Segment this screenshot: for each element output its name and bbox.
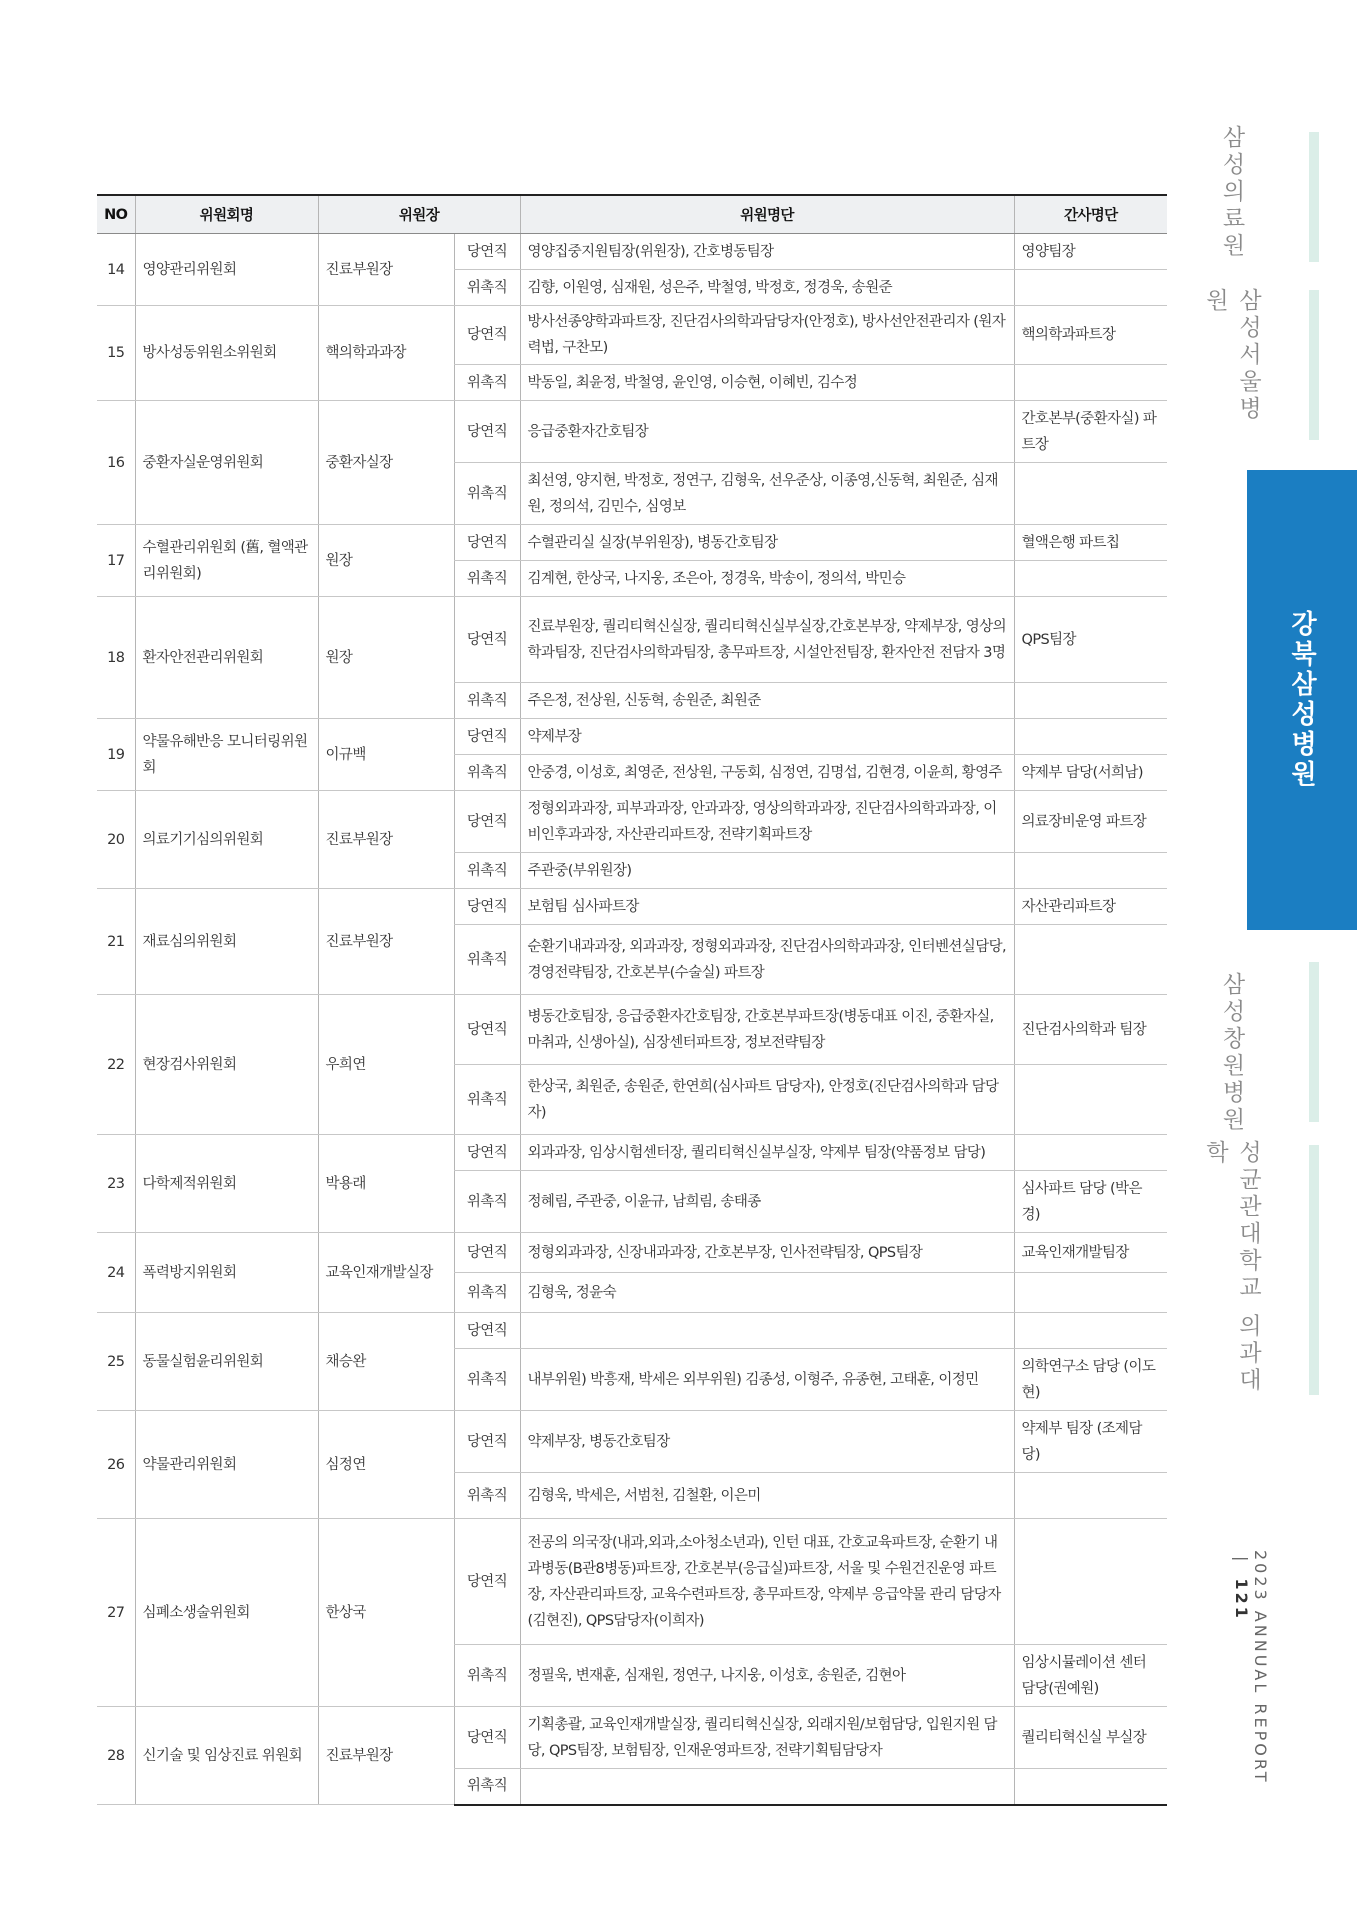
committee-name-cell: 동물실험윤리위원회 xyxy=(135,1313,318,1411)
member-type-cell: 당연직 xyxy=(454,597,520,683)
secretary-cell xyxy=(1014,1473,1167,1519)
member-type-cell: 당연직 xyxy=(454,791,520,853)
committee-name-cell: 다학제적위원회 xyxy=(135,1135,318,1233)
members-cell: 정형외과과장, 피부과과장, 안과과장, 영상의학과과장, 진단검사의학과과장, 이비인후과과장, 자산관리파트장, 전략기획파트장 xyxy=(520,791,1014,853)
secretary-cell: 핵의학과파트장 xyxy=(1014,306,1167,365)
secretary-cell: 자산관리파트장 xyxy=(1014,889,1167,925)
member-type-cell: 당연직 xyxy=(454,306,520,365)
secretary-cell xyxy=(1014,365,1167,401)
committee-name-cell: 약물유해반응 모니터링위원회 xyxy=(135,719,318,791)
member-type-cell: 위촉직 xyxy=(454,925,520,995)
member-type-cell: 위촉직 xyxy=(454,1349,520,1411)
no-cell: 27 xyxy=(97,1519,135,1707)
no-cell: 18 xyxy=(97,597,135,719)
table-row xyxy=(97,401,1167,463)
chair-cell: 진료부원장 xyxy=(318,791,454,889)
table-row xyxy=(97,791,1167,853)
member-type-cell: 위촉직 xyxy=(454,561,520,597)
members-cell: 진료부원장, 퀄리티혁신실장, 퀄리티혁신실부실장,간호본부장, 약제부장, 영상의학과팀장, 진단검사의학과팀장, 총무파트장, 시설안전팀장, 환자안전 전담자 3명 xyxy=(520,597,1014,683)
side-nav-item[interactable] xyxy=(1182,288,1282,443)
members-cell: 최선영, 양지현, 박정호, 정연구, 김형욱, 선우준상, 이종영,신동혁, 최원준, 심재원, 정의석, 김민수, 심영보 xyxy=(520,463,1014,525)
member-type-cell: 위촉직 xyxy=(454,683,520,719)
secretary-cell: 의학연구소 담당 (이도현) xyxy=(1014,1349,1167,1411)
members-cell: 안중경, 이성호, 최영준, 전상원, 구동회, 심정연, 김명섭, 김현경, 이윤희, 황영주 xyxy=(520,755,1014,791)
committee-name-cell: 현장검사위원회 xyxy=(135,995,318,1135)
member-type-cell: 당연직 xyxy=(454,1519,520,1645)
header-chair: 위원장 xyxy=(318,195,520,234)
members-cell xyxy=(520,1313,1014,1349)
secretary-cell xyxy=(1014,1769,1167,1805)
members-cell: 보험팀 심사파트장 xyxy=(520,889,1014,925)
member-type-cell: 위촉직 xyxy=(454,365,520,401)
no-cell: 15 xyxy=(97,306,135,401)
secretary-cell: 심사파트 담당 (박은경) xyxy=(1014,1171,1167,1233)
secretary-cell xyxy=(1014,1135,1167,1171)
chair-cell: 우희연 xyxy=(318,995,454,1135)
table-header-row xyxy=(97,195,1167,234)
table-row xyxy=(97,1313,1167,1349)
header-members: 위원명단 xyxy=(520,195,1014,234)
secretary-cell: 진단검사의학과 팀장 xyxy=(1014,995,1167,1065)
members-cell: 내부위원) 박흥재, 박세은 외부위원) 김종성, 이형주, 유종현, 고태훈, 이정민 xyxy=(520,1349,1014,1411)
no-cell: 22 xyxy=(97,995,135,1135)
annual-report-footer xyxy=(1231,1550,1271,1805)
table-row xyxy=(97,597,1167,683)
secretary-cell xyxy=(1014,683,1167,719)
members-cell: 주은정, 전상원, 신동혁, 송원준, 최원준 xyxy=(520,683,1014,719)
secretary-cell: 영양팀장 xyxy=(1014,234,1167,270)
side-nav-bar xyxy=(1309,962,1319,1122)
chair-cell: 교육인재개발실장 xyxy=(318,1233,454,1313)
member-type-cell: 위촉직 xyxy=(454,1273,520,1313)
members-cell: 기획총괄, 교육인재개발실장, 퀄리티혁신실장, 외래지원/보험담당, 입원지원 담당, QPS팀장, 보험팀장, 인재운영파트장, 전략기획팀담당자 xyxy=(520,1707,1014,1769)
chair-cell: 진료부원장 xyxy=(318,234,454,306)
committee-name-cell: 약물관리위원회 xyxy=(135,1411,318,1519)
committee-name-cell: 중환자실운영위원회 xyxy=(135,401,318,525)
members-cell: 주관중(부위원장) xyxy=(520,853,1014,889)
secretary-cell xyxy=(1014,1065,1167,1135)
table-row xyxy=(97,525,1167,561)
table-row xyxy=(97,889,1167,925)
no-cell: 16 xyxy=(97,401,135,525)
no-cell: 20 xyxy=(97,791,135,889)
chair-cell: 원장 xyxy=(318,525,454,597)
side-nav-item[interactable] xyxy=(1182,960,1282,1145)
no-cell: 19 xyxy=(97,719,135,791)
members-cell: 김향, 이원영, 심재원, 성은주, 박철영, 박정호, 정경욱, 송원준 xyxy=(520,270,1014,306)
report-separator: | xyxy=(1232,1556,1251,1565)
members-cell: 김계현, 한상국, 나지웅, 조은아, 정경욱, 박송이, 정의석, 박민승 xyxy=(520,561,1014,597)
secretary-cell xyxy=(1014,270,1167,306)
committee-name-cell: 방사성동위원소위원회 xyxy=(135,306,318,401)
secretary-cell xyxy=(1014,853,1167,889)
header-secretary: 간사명단 xyxy=(1014,195,1167,234)
secretary-cell xyxy=(1014,925,1167,995)
chair-cell: 진료부원장 xyxy=(318,889,454,995)
member-type-cell: 위촉직 xyxy=(454,1065,520,1135)
table-row xyxy=(97,719,1167,755)
no-cell: 28 xyxy=(97,1707,135,1805)
header-committee: 위원회명 xyxy=(135,195,318,234)
table-row xyxy=(97,1135,1167,1171)
member-type-cell: 당연직 xyxy=(454,1233,520,1273)
secretary-cell: QPS팀장 xyxy=(1014,597,1167,683)
members-cell: 김형욱, 정윤숙 xyxy=(520,1273,1014,1313)
members-cell: 외과과장, 임상시험센터장, 퀄리티혁신실부실장, 약제부 팀장(약품정보 담당) xyxy=(520,1135,1014,1171)
chair-cell: 박용래 xyxy=(318,1135,454,1233)
secretary-cell: 교육인재개발팀장 xyxy=(1014,1233,1167,1273)
committee-name-cell: 환자안전관리위원회 xyxy=(135,597,318,719)
member-type-cell: 당연직 xyxy=(454,1313,520,1349)
committee-name-cell: 신기술 및 임상진료 위원회 xyxy=(135,1707,318,1805)
table-row xyxy=(97,1707,1167,1769)
members-cell: 방사선종양학과파트장, 진단검사의학과담당자(안정호), 방사선안전관리자 (원자력법, 구찬모) xyxy=(520,306,1014,365)
secretary-cell: 퀄리티혁신실 부실장 xyxy=(1014,1707,1167,1769)
committee-name-cell: 의료기기심의위원회 xyxy=(135,791,318,889)
member-type-cell: 당연직 xyxy=(454,1707,520,1769)
members-cell: 정형외과과장, 신장내과과장, 간호본부장, 인사전략팀장, QPS팀장 xyxy=(520,1233,1014,1273)
no-cell: 25 xyxy=(97,1313,135,1411)
table-row xyxy=(97,1233,1167,1273)
member-type-cell: 위촉직 xyxy=(454,853,520,889)
members-cell: 정혜림, 주관중, 이윤규, 남희림, 송태종 xyxy=(520,1171,1014,1233)
side-nav-label: 삼성의료원 xyxy=(1218,125,1245,260)
table-row xyxy=(97,306,1167,365)
secretary-cell: 혈액은행 파트칩 xyxy=(1014,525,1167,561)
secretary-cell: 약제부 담당(서희남) xyxy=(1014,755,1167,791)
no-cell: 26 xyxy=(97,1411,135,1519)
member-type-cell: 위촉직 xyxy=(454,1171,520,1233)
member-type-cell: 당연직 xyxy=(454,1411,520,1473)
table-row xyxy=(97,234,1167,270)
chair-cell: 진료부원장 xyxy=(318,1707,454,1805)
no-cell: 14 xyxy=(97,234,135,306)
chair-cell: 핵의학과과장 xyxy=(318,306,454,401)
committee-name-cell: 수혈관리위원회 (舊, 혈액관리위원회) xyxy=(135,525,318,597)
members-cell: 영양집중지원팀장(위원장), 간호병동팀장 xyxy=(520,234,1014,270)
member-type-cell: 위촉직 xyxy=(454,463,520,525)
member-type-cell: 당연직 xyxy=(454,234,520,270)
secretary-cell: 약제부 팀장 (조제담당) xyxy=(1014,1411,1167,1473)
member-type-cell: 위촉직 xyxy=(454,1473,520,1519)
member-type-cell: 당연직 xyxy=(454,889,520,925)
member-type-cell: 당연직 xyxy=(454,719,520,755)
members-cell: 수혈관리실 실장(부위원장), 병동간호팀장 xyxy=(520,525,1014,561)
no-cell: 17 xyxy=(97,525,135,597)
report-title: 2023 ANNUAL REPORT xyxy=(1251,1550,1270,1785)
members-cell: 한상국, 최원준, 송원준, 한연희(심사파트 담당자), 안정호(진단검사의학과 담당자) xyxy=(520,1065,1014,1135)
secretary-cell xyxy=(1014,1273,1167,1313)
table-body xyxy=(97,234,1167,1805)
table-row xyxy=(97,995,1167,1065)
no-cell: 21 xyxy=(97,889,135,995)
committee-table xyxy=(97,194,1167,1806)
side-nav-bar xyxy=(1309,290,1319,440)
secretary-cell xyxy=(1014,719,1167,755)
member-type-cell: 위촉직 xyxy=(454,270,520,306)
committee-name-cell: 심폐소생술위원회 xyxy=(135,1519,318,1707)
side-nav-item-active[interactable] xyxy=(1247,470,1357,930)
chair-cell: 중환자실장 xyxy=(318,401,454,525)
side-nav-label: 강북삼성병원 xyxy=(1286,610,1317,790)
side-nav-label: 성균관대학교 의과대학 xyxy=(1202,1140,1261,1395)
chair-cell: 이규백 xyxy=(318,719,454,791)
members-cell: 약제부장, 병동간호팀장 xyxy=(520,1411,1014,1473)
no-cell: 24 xyxy=(97,1233,135,1313)
committee-name-cell: 영양관리위원회 xyxy=(135,234,318,306)
secretary-cell xyxy=(1014,561,1167,597)
members-cell: 병동간호팀장, 응급중환자간호팀장, 간호본부파트장(병동대표 이진, 중환자실, 마취과, 신생아실), 심장센터파트장, 정보전략팀장 xyxy=(520,995,1014,1065)
members-cell: 정필욱, 변재훈, 심재원, 정연구, 나지웅, 이성호, 송원준, 김현아 xyxy=(520,1645,1014,1707)
secretary-cell xyxy=(1014,463,1167,525)
chair-cell: 한상국 xyxy=(318,1519,454,1707)
secretary-cell: 임상시뮬레이션 센터 담당(권예원) xyxy=(1014,1645,1167,1707)
member-type-cell: 당연직 xyxy=(454,1135,520,1171)
member-type-cell: 위촉직 xyxy=(454,1645,520,1707)
side-nav-label: 삼성창원병원 xyxy=(1218,971,1245,1134)
committee-name-cell: 재료심의위원회 xyxy=(135,889,318,995)
table-row xyxy=(97,1411,1167,1473)
side-nav-label: 삼성서울병원 xyxy=(1202,288,1261,423)
members-cell: 응급중환자간호팀장 xyxy=(520,401,1014,463)
committee-name-cell: 폭력방지위원회 xyxy=(135,1233,318,1313)
members-cell xyxy=(520,1769,1014,1805)
member-type-cell: 당연직 xyxy=(454,401,520,463)
chair-cell: 원장 xyxy=(318,597,454,719)
secretary-cell: 간호본부(중환자실) 파트장 xyxy=(1014,401,1167,463)
side-nav-bar xyxy=(1309,1145,1319,1395)
chair-cell: 채승완 xyxy=(318,1313,454,1411)
committee-table-container xyxy=(97,194,1167,1806)
side-nav-item[interactable] xyxy=(1182,120,1282,265)
members-cell: 전공의 의국장(내과,외과,소아청소년과), 인턴 대표, 간호교육파트장, 순환기 내과병동(B관8병동)파트장, 간호본부(응급실)파트장, 서울 및 수원건진운영 파트장, 자산관리파트장, 교육수련파트장, 총무파트장, 약제부 응급약물 관리 담당자(김현진), QPS담당자(이희자) xyxy=(520,1519,1014,1645)
side-nav-bar xyxy=(1309,132,1319,262)
header-no: NO xyxy=(97,195,135,234)
page-number: 121 xyxy=(1232,1578,1251,1621)
no-cell: 23 xyxy=(97,1135,135,1233)
chair-cell: 심정연 xyxy=(318,1411,454,1519)
member-type-cell: 당연직 xyxy=(454,525,520,561)
members-cell: 김형욱, 박세은, 서범천, 김철환, 이은미 xyxy=(520,1473,1014,1519)
members-cell: 순환기내과과장, 외과과장, 정형외과과장, 진단검사의학과과장, 인터벤션실담당, 경영전략팀장, 간호본부(수술실) 파트장 xyxy=(520,925,1014,995)
members-cell: 박동일, 최윤정, 박철영, 윤인영, 이승현, 이혜빈, 김수정 xyxy=(520,365,1014,401)
secretary-cell: 의료장비운영 파트장 xyxy=(1014,791,1167,853)
table-row xyxy=(97,1519,1167,1645)
member-type-cell: 위촉직 xyxy=(454,1769,520,1805)
secretary-cell xyxy=(1014,1519,1167,1645)
secretary-cell xyxy=(1014,1313,1167,1349)
member-type-cell: 당연직 xyxy=(454,995,520,1065)
members-cell: 약제부장 xyxy=(520,719,1014,755)
side-nav-item[interactable] xyxy=(1182,1140,1282,1405)
member-type-cell: 위촉직 xyxy=(454,755,520,791)
